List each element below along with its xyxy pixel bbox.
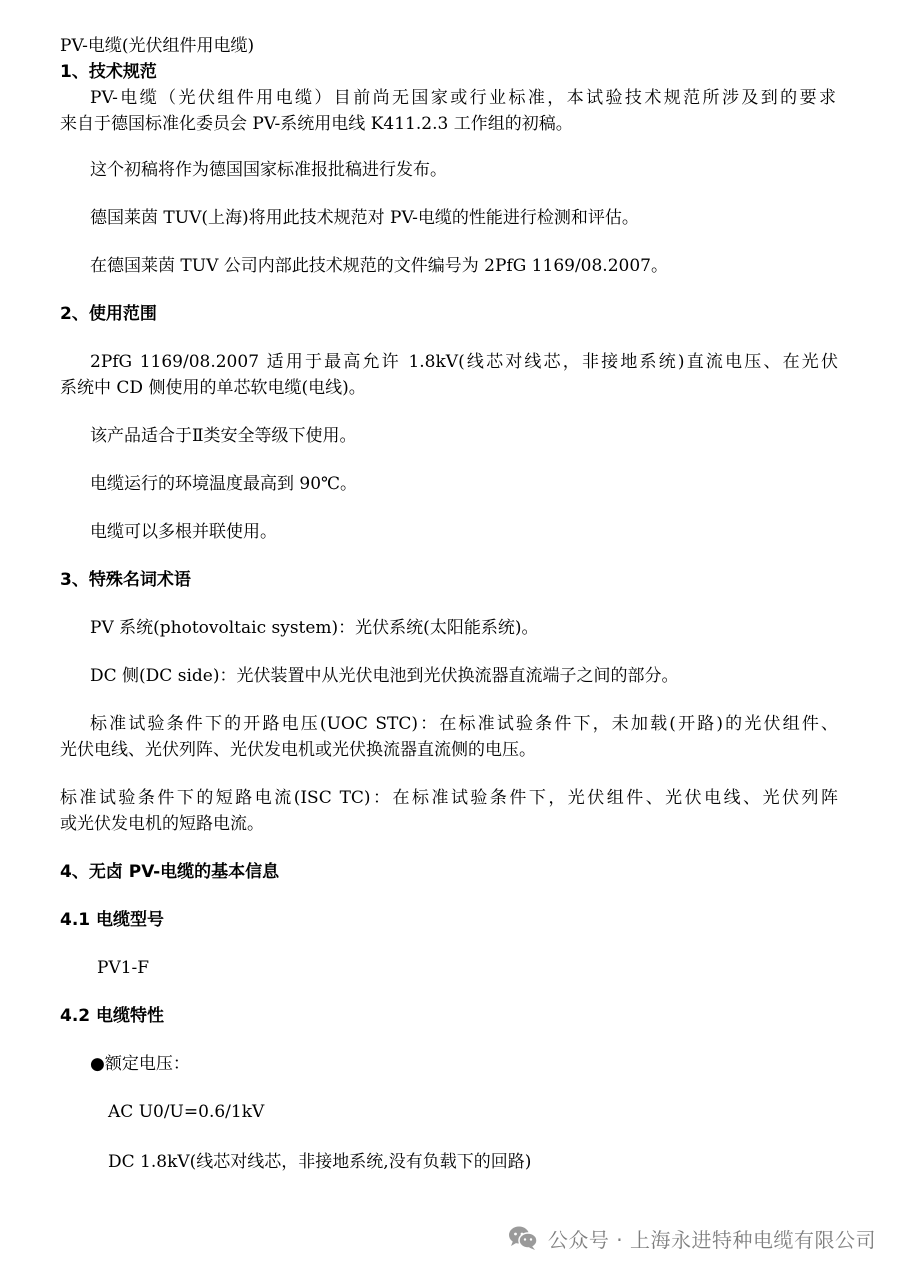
section-1-paragraph-1-line-1: PV-电缆（光伏组件用电缆）目前尚无国家或行业标准，本试验技术规范所涉及到的要求 <box>90 88 836 108</box>
section-3-paragraph-3-line-2: 光伏电线、光伏列阵、光伏发电机或光伏换流器直流侧的电压。 <box>60 740 536 760</box>
section-1-paragraph-3: 德国莱茵 TUV(上海)将用此技术规范对 PV-电缆的性能进行检测和评估。 <box>90 208 639 228</box>
document-title: PV-电缆(光伏组件用电缆) <box>60 36 255 56</box>
section-4-1-heading: 4.1 电缆型号 <box>60 910 165 930</box>
section-3-paragraph-4-line-1: 标准试验条件下的短路电流(ISC TC)：在标准试验条件下，光伏组件、光伏电线、光伏列阵 <box>60 788 838 808</box>
section-3-paragraph-4-line-2: 或光伏发电机的短路电流。 <box>60 814 264 834</box>
rated-voltage-ac: AC U0/U=0.6/1kV <box>108 1102 265 1122</box>
rated-voltage-dc: DC 1.8kV(线芯对线芯，非接地系统,没有负载下的回路) <box>108 1152 532 1172</box>
wechat-icon <box>508 1225 538 1251</box>
section-2-heading: 2、使用范围 <box>60 304 157 324</box>
section-4-heading: 4、无卤 PV-电缆的基本信息 <box>60 862 280 882</box>
section-1-paragraph-4: 在德国莱茵 TUV 公司内部此技术规范的文件编号为 2PfG 1169/08.2007。 <box>90 256 668 276</box>
section-2-paragraph-3: 电缆运行的环境温度最高到 90℃。 <box>90 474 358 494</box>
section-2-paragraph-2: 该产品适合于Ⅱ类安全等级下使用。 <box>90 426 357 446</box>
section-2-paragraph-1-line-2: 系统中 CD 侧使用的单芯软电缆(电线)。 <box>60 378 366 398</box>
section-3-paragraph-3-line-1: 标准试验条件下的开路电压(UOC STC)：在标准试验条件下，未加载(开路)的光伏组件、 <box>90 714 838 734</box>
watermark <box>508 1222 876 1254</box>
section-1-paragraph-2: 这个初稿将作为德国国家标准报批稿进行发布。 <box>90 160 447 180</box>
section-4-2-heading: 4.2 电缆特性 <box>60 1006 165 1026</box>
rated-voltage-bullet: ●额定电压： <box>90 1054 190 1074</box>
section-1-paragraph-1-line-2: 来自于德国标准化委员会 PV-系统用电线 K411.2.3 工作组的初稿。 <box>60 114 573 134</box>
section-3-paragraph-1: PV 系统(photovoltaic system)：光伏系统(太阳能系统)。 <box>90 618 539 638</box>
section-2-paragraph-1-line-1: 2PfG 1169/08.2007 适用于最高允许 1.8kV(线芯对线芯，非接地系统)直流电压、在光伏 <box>90 352 838 372</box>
section-3-paragraph-2: DC 侧(DC side)：光伏装置中从光伏电池到光伏换流器直流端子之间的部分。 <box>90 666 679 686</box>
watermark-text: 公众号 · 上海永进特种电缆有限公司 <box>547 1227 876 1252</box>
section-1-heading: 1、技术规范 <box>60 62 157 82</box>
section-3-heading: 3、特殊名词术语 <box>60 570 191 590</box>
cable-model-value: PV1-F <box>97 958 150 978</box>
section-2-paragraph-4: 电缆可以多根并联使用。 <box>90 522 277 542</box>
